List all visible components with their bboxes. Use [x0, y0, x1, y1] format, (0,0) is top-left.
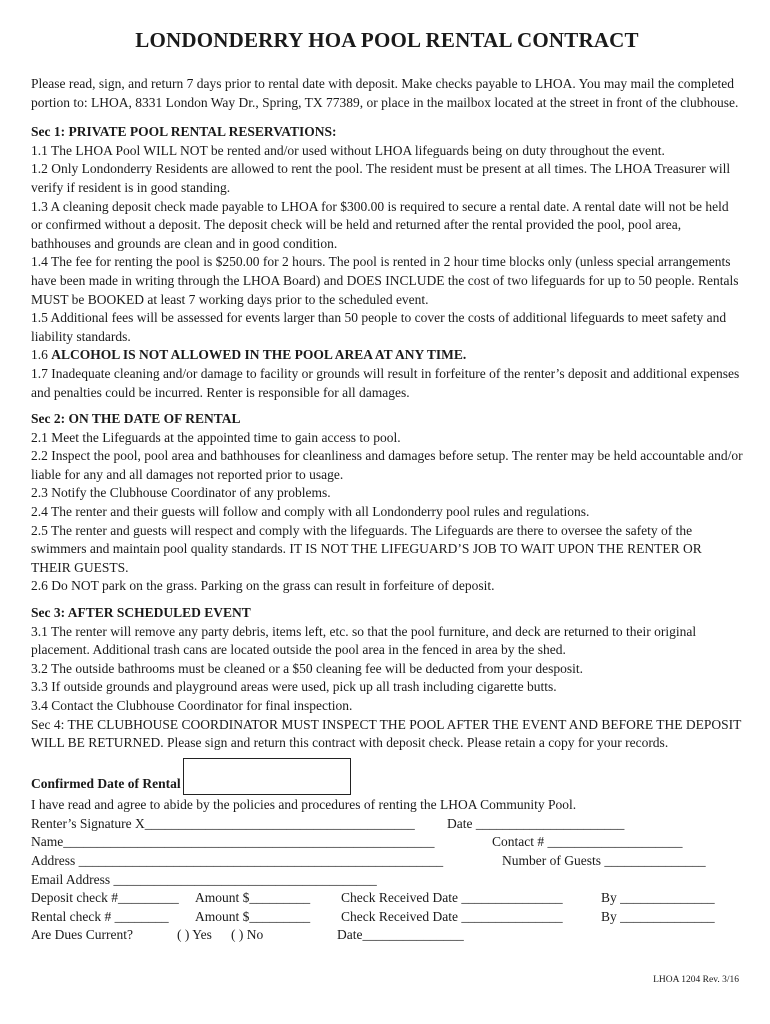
date-field[interactable]: Date ______________________	[447, 815, 625, 831]
sec2-item: 2.3 Notify the Clubhouse Coordinator of any problems.	[31, 485, 331, 501]
sec1-item: 1.1 The LHOA Pool WILL NOT be rented and/or used without LHOA lifeguards being on duty throughout the event.	[31, 142, 665, 158]
sec2-item: 2.5 The renter and guests will respect and comply with the lifeguards. The Lifeguards are there to oversee the safety of the swimmers and maintain pool quality standards. IT IS NOT THE LIFEGUARD’S JOB TO WAIT UPON THE RENTER OR THEIR GUESTS.	[31, 522, 702, 575]
sec3-heading: Sec 3: AFTER SCHEDULED EVENT	[31, 605, 251, 621]
sec3-item: 3.2 The outside bathrooms must be cleaned or a $50 cleaning fee will be deducted from your desposit.	[31, 660, 583, 676]
sec1-item: 1.5 Additional fees will be assessed for events larger than 50 people to cover the costs of additional lifeguards to meet safety and liability standards.	[31, 310, 727, 344]
rental-amount-field[interactable]: Amount $_________	[195, 908, 311, 924]
confirmed-date-row	[31, 757, 743, 795]
sec1-item: 1.2 Only Londonderry Residents are allowed to rent the pool. The resident must be present at all times. The LHOA Treasurer will verify if resident is in good standing.	[31, 161, 731, 195]
confirmed-date-box[interactable]	[183, 758, 351, 795]
sec1-item-number: 1.6	[31, 347, 52, 363]
sec2-heading: Sec 2: ON THE DATE OF RENTAL	[31, 411, 241, 427]
sec2-item: 2.2 Inspect the pool, pool area and bathhouses for cleanliness and damages before setup. The renter may be held accountable and/or liable for any and all damages not reported prior to usage.	[31, 448, 743, 482]
sec3-item: 3.3 If outside grounds and playground areas were used, pick up all trash including cigarette butts.	[31, 679, 557, 695]
signature-section	[31, 795, 743, 945]
deposit-check-field[interactable]: Deposit check #_________	[31, 889, 179, 905]
guests-field[interactable]: Number of Guests _______________	[502, 852, 706, 868]
page-title: LONDONDERRY HOA POOL RENTAL CONTRACT	[135, 28, 639, 52]
sec2-item: 2.4 The renter and their guests will follow and comply with all Londonderry pool rules and regulations.	[31, 504, 590, 520]
sec2-item: 2.6 Do NOT park on the grass. Parking on the grass can result in forfeiture of deposit.	[31, 578, 495, 594]
rental-received-date-field[interactable]: Check Received Date _______________	[341, 908, 563, 924]
rental-check-field[interactable]: Rental check # ________	[31, 908, 169, 924]
sec1-item-alcohol	[31, 346, 743, 365]
sec3-item: 3.1 The renter will remove any party debris, items left, etc. so that the pool furniture, and deck are returned to their original placement. Additional trash cans are located outside the pool area in the fenced in area by the shed.	[31, 623, 697, 658]
deposit-amount-field[interactable]: Amount $_________	[195, 889, 311, 905]
sec2-item: 2.1 Meet the Lifeguards at the appointed time to gain access to pool.	[31, 429, 401, 445]
address-field[interactable]: Address ______________________________________________________	[31, 852, 444, 868]
dues-yes-option[interactable]: ( ) Yes	[177, 926, 212, 942]
dues-current-label: Are Dues Current?	[31, 926, 133, 942]
sec1-heading: Sec 1: PRIVATE POOL RENTAL RESERVATIONS:	[31, 124, 337, 140]
deposit-by-field[interactable]: By ______________	[601, 889, 715, 905]
intro-paragraph: Please read, sign, and return 7 days prior to rental date with deposit. Make checks payable to LHOA. You may mail the completed portion to: LHOA, 8331 London Way Dr., Spring, TX 77389, or place in the mailbox located at the street in front of the clubhouse.	[31, 76, 739, 110]
signature-field[interactable]: Renter’s Signature X________________________________________	[31, 815, 415, 831]
dues-date-field[interactable]: Date_______________	[337, 926, 464, 942]
dues-no-option[interactable]: ( ) No	[231, 926, 264, 942]
sec1-item: 1.4 The fee for renting the pool is $250.00 for 2 hours. The pool is rented in 2 hour time blocks only (unless special arrangements have been made in writing through the LHOA Board) and DOES INCLUDE the cost of two lifeguards for up to 50 people. Rentals MUST be BOOKED at least 7 working days prior to the scheduled event.	[31, 254, 739, 307]
deposit-received-date-field[interactable]: Check Received Date _______________	[341, 889, 563, 905]
rental-by-field[interactable]: By ______________	[601, 908, 715, 924]
sec4-notice: Sec 4: THE CLUBHOUSE COORDINATOR MUST INSPECT THE POOL AFTER THE EVENT AND BEFORE THE DEPOSIT WILL BE RETURNED. Please sign and return this contract with deposit check. Please retain a copy for your records.	[31, 716, 742, 751]
form-revision-footer: LHOA 1204 Rev. 3/16	[653, 975, 739, 985]
sec3-item: 3.4 Contact the Clubhouse Coordinator for final inspection.	[31, 698, 353, 713]
alcohol-warning: ALCOHOL IS NOT ALLOWED IN THE POOL AREA AT ANY TIME.	[51, 347, 467, 363]
confirmed-date-label: Confirmed Date of Rental	[31, 776, 181, 792]
name-field[interactable]: Name_______________________________________________________	[31, 833, 435, 849]
email-field[interactable]: Email Address _______________________________________	[31, 871, 377, 887]
sec1-item: 1.3 A cleaning deposit check made payable to LHOA for $300.00 is required to secure a rental date. A rental date will not be held or confirmed without a deposit. The deposit check will be held and returned after the rental provided the pool, pool area, bathhouses and grounds are clean and in good condition.	[31, 198, 729, 251]
contract-page	[31, 28, 743, 945]
sec1-item: 1.7 Inadequate cleaning and/or damage to facility or grounds will result in forfeiture of the renter’s deposit and additional expenses and penalties could be incurred. Renter is responsible for all damages.	[31, 365, 740, 400]
contact-field[interactable]: Contact # ____________________	[492, 833, 683, 849]
agreement-text: I have read and agree to abide by the policies and procedures of renting the LHOA Community Pool.	[31, 796, 577, 812]
